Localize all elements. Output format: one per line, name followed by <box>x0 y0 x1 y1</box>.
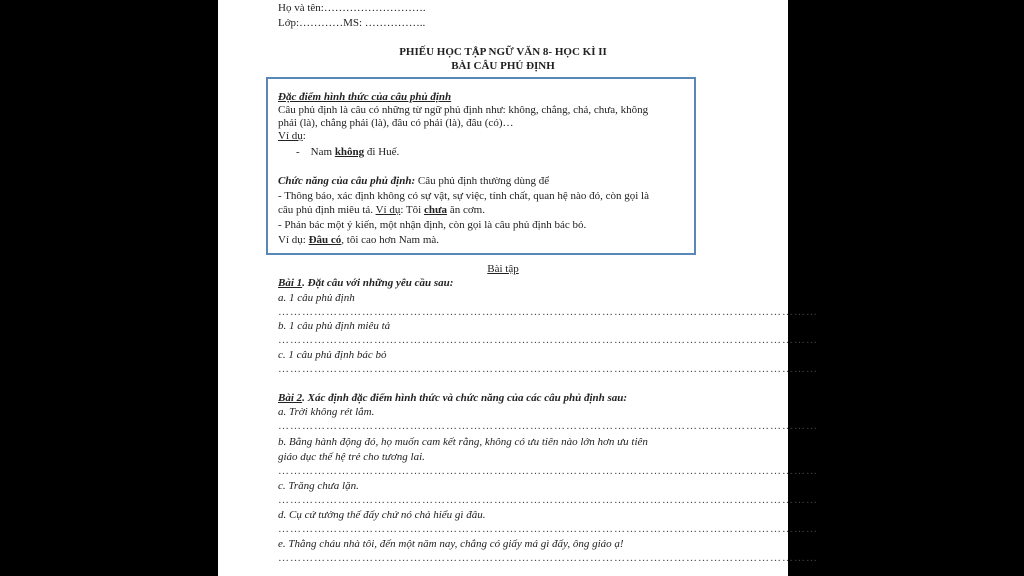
form-heading: Đặc điểm hình thức của câu phủ định <box>278 91 452 103</box>
bai2-e: e. Thằng cháu nhà tôi, đến một năm nay, chẳng có giấy má gì đấy, ông giáo ạ! <box>278 538 624 550</box>
answer-line[interactable]: ……………………………………………………………………………………………………………………… <box>278 334 818 346</box>
example-2-negation-word: Đâu có <box>308 234 342 246</box>
answer-line[interactable]: ……………………………………………………………………………………………………………………… <box>278 306 818 318</box>
function-1b-label: Ví dụ <box>375 204 401 216</box>
worksheet-page <box>218 0 818 576</box>
answer-line[interactable]: ……………………………………………………………………………………………………………………… <box>278 465 818 477</box>
bai2-b-line-1: b. Bằng hành động đó, họ muốn cam kết rằng, không có ưu tiên nào lớn hơn ưu tiên <box>278 436 648 448</box>
student-name-line: Họ và tên:………………………. <box>278 2 426 14</box>
bai1-c: c. 1 câu phủ định bác bỏ <box>278 349 387 361</box>
bai1-a: a. 1 câu phủ định <box>278 292 355 304</box>
example-negation-word: không <box>334 146 365 158</box>
function-1b <box>278 204 485 217</box>
example-2-pre: Ví dụ: <box>278 234 309 246</box>
function-1a: - Thông báo, xác định không có sự vật, sự việc, tính chất, quan hệ nào đó, còn gọi là <box>278 190 649 202</box>
bai2-label: Bài 2 <box>278 392 303 404</box>
example-2 <box>278 234 439 247</box>
example-label-line: Ví dụ: <box>278 130 306 142</box>
student-id-label: MS: …………….. <box>343 17 426 29</box>
bai1-b: b. 1 câu phủ định miêu tả <box>278 320 391 332</box>
bai2-c: c. Trăng chưa lặn. <box>278 480 359 492</box>
function-2: - Phản bác một ý kiến, một nhận định, còn gọi là câu phủ định bác bỏ. <box>278 219 587 231</box>
form-text-2: phải (là), chẳng phải (là), đâu có phải (là), đâu (có)… <box>278 117 514 129</box>
answer-line[interactable]: ……………………………………………………………………………………………………………………… <box>278 420 818 432</box>
example-line <box>296 146 399 159</box>
form-text-1: Câu phủ định là câu có những từ ngữ phủ định như: không, chẳng, chả, chưa, không <box>278 104 649 116</box>
class-label: Lớp:………… <box>278 17 344 29</box>
function-1b-mid: : Tôi <box>400 204 424 216</box>
example-post: đi Huế. <box>364 146 400 158</box>
answer-line[interactable]: ……………………………………………………………………………………………………………………… <box>278 494 818 506</box>
function-heading-line <box>278 175 549 188</box>
bai2-heading <box>278 392 627 405</box>
function-heading: Chức năng của câu phủ định: <box>278 175 416 187</box>
answer-line[interactable]: ……………………………………………………………………………………………………………………… <box>278 363 818 375</box>
bai1-heading <box>278 277 453 290</box>
lesson-title: BÀI CÂU PHỦ ĐỊNH <box>451 60 555 72</box>
bai2-text: . Xác định đặc điểm hình thức và chức năng của các câu phủ định sau: <box>302 392 628 404</box>
example-pre: Nam <box>310 146 335 158</box>
exercise-section-title: Bài tập <box>487 263 519 275</box>
example-label: Ví dụ <box>278 130 303 142</box>
bai2-a: a. Trời không rét lắm. <box>278 406 375 418</box>
function-1b-post: ăn cơm. <box>447 204 485 216</box>
answer-line[interactable]: ……………………………………………………………………………………………………………………… <box>278 523 818 535</box>
function-intro: Câu phủ định thường dùng để <box>415 175 550 187</box>
bai2-d: d. Cụ cứ tưởng thế đấy chứ nó chả hiểu gì đâu. <box>278 509 486 521</box>
function-1b-pre: câu phủ định miêu tả. <box>278 204 376 216</box>
bai1-label: Bài 1 <box>278 277 303 289</box>
function-1b-negation-word: chưa <box>423 204 448 216</box>
class-line <box>278 17 425 30</box>
example-dash: - <box>296 146 300 158</box>
example-2-post: , tôi cao hơn Nam mà. <box>341 234 440 246</box>
worksheet-title: PHIẾU HỌC TẬP NGỮ VĂN 8- HỌC KÌ II <box>399 46 607 58</box>
bai2-b-line-2: giáo dục thế hệ trẻ cho tương lai. <box>278 451 425 463</box>
answer-line[interactable]: ……………………………………………………………………………………………………………………… <box>278 552 818 564</box>
bai1-text: . Đặt câu với những yêu cầu sau: <box>302 277 454 289</box>
